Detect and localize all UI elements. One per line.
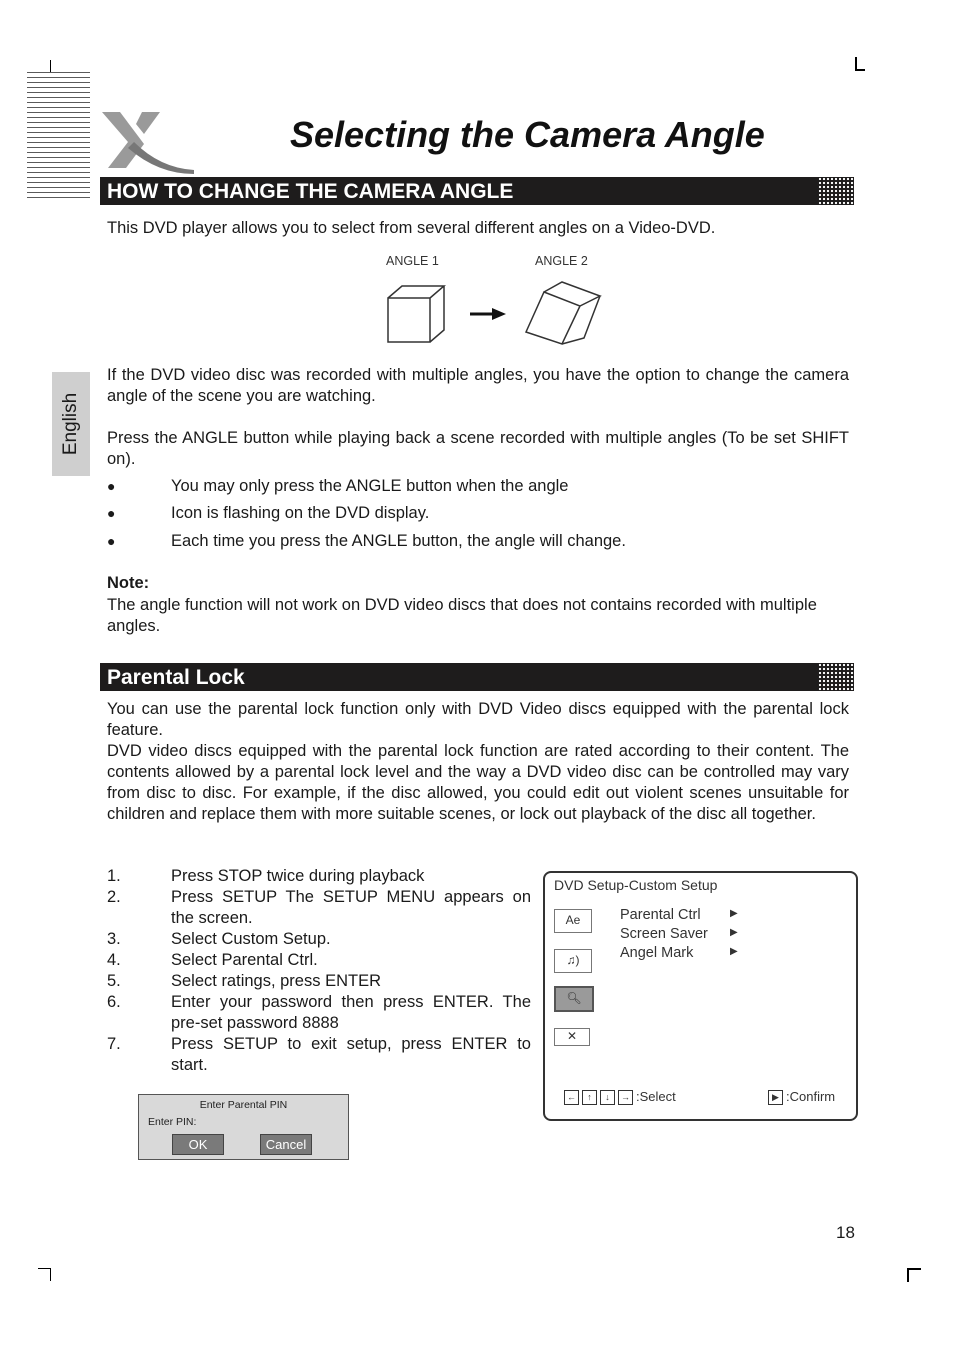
step-text: Select ratings, press ENTER [171, 972, 381, 990]
pin-dialog [138, 1094, 349, 1160]
osd-select-hint [564, 1089, 676, 1105]
section-heading-parental-lock [100, 663, 854, 691]
angle1-label: ANGLE 1 [386, 254, 439, 268]
arrow-up-icon: ↑ [582, 1090, 597, 1105]
exit-icon: ✕ [554, 1028, 590, 1046]
section-heading-camera-angle [100, 177, 854, 205]
pin-prompt: Enter PIN: [148, 1116, 197, 1128]
step-text: Select Custom Setup. [171, 930, 331, 948]
crop-mark-bottom-right [907, 1268, 921, 1282]
angle-diagram [380, 252, 610, 352]
angle-paragraph-1: If the DVD video disc was recorded with multiple angles, you have the option to change the camera angle of the scene you are watching. [107, 366, 849, 405]
header-stripes [27, 72, 90, 200]
bullet-dot-icon: ● [107, 505, 116, 521]
play-icon: ▶ [768, 1090, 783, 1105]
step-text: Press STOP twice during playback [171, 867, 425, 885]
heading-dots-decoration [818, 177, 854, 205]
pin-dialog-title: Enter Parental PIN [199, 1099, 288, 1111]
triangle-right-icon: ▶ [730, 946, 738, 957]
angle-paragraph-2: Press the ANGLE button while playing back a scene recorded with multiple angles (To be set SHIFT on). [107, 429, 849, 468]
step-number: 4. [107, 951, 121, 969]
osd-select-label: :Select [636, 1089, 676, 1104]
step-text: Enter your password then press ENTER. The pre-set password 8888 [171, 993, 531, 1032]
note-label: Note: [107, 574, 150, 592]
parental-paragraph-1: You can use the parental lock function only with DVD Video discs equipped with the parental lock feature. [107, 700, 849, 739]
bullet-dot-icon: ● [107, 533, 116, 549]
osd-setup-screen [543, 871, 858, 1121]
custom-icon: 🔍︎ [554, 986, 594, 1012]
osd-menu-label: Parental Ctrl [620, 907, 701, 923]
step-number: 7. [107, 1035, 121, 1053]
step-number: 6. [107, 993, 121, 1011]
osd-menu-item[interactable] [620, 926, 738, 942]
osd-confirm-label: :Confirm [786, 1089, 836, 1104]
step-number: 2. [107, 888, 121, 906]
osd-menu-item[interactable] [620, 907, 738, 923]
step-text: Press SETUP The SETUP MENU appears on the screen. [171, 888, 531, 927]
audio-icon: ♫) [554, 949, 592, 973]
section-heading-label: HOW TO CHANGE THE CAMERA ANGLE [107, 180, 514, 203]
parental-paragraph-2: DVD video discs equipped with the parental lock function are rated according to their content. The contents allowed by a parental lock level and the way a DVD video disc can be controlled may vary from disc to disc. For example, if the disc allowed, you could edit out violent scenes unsuitable for children and replace them with more suitable scenes, or lock out playback of the disc all together. [107, 742, 849, 823]
bullet-text: You may only press the ANGLE button when the angle [171, 477, 569, 495]
osd-confirm-hint [768, 1089, 835, 1105]
page-title: Selecting the Camera Angle [290, 114, 765, 155]
step-number: 3. [107, 930, 121, 948]
arrow-left-icon: ← [564, 1090, 579, 1105]
subtitle-icon: Ae [554, 909, 592, 933]
osd-title: DVD Setup-Custom Setup [554, 877, 718, 893]
intro-paragraph: This DVD player allows you to select from several different angles on a Video-DVD. [107, 219, 716, 237]
step-number: 1. [107, 867, 121, 885]
step-text: Press SETUP to exit setup, press ENTER to start. [171, 1035, 531, 1074]
angle2-cube-icon [522, 280, 604, 348]
page-number: 18 [836, 1223, 855, 1242]
bullet-dot-icon: ● [107, 478, 116, 494]
bullet-text: Icon is flashing on the DVD display. [171, 504, 430, 522]
language-tab [52, 372, 90, 476]
angle2-label: ANGLE 2 [535, 254, 588, 268]
arrow-icon [468, 306, 508, 322]
triangle-right-icon: ▶ [730, 908, 738, 919]
language-tab-label: English [60, 392, 81, 456]
section-heading-label: Parental Lock [107, 666, 245, 689]
osd-menu-item[interactable] [620, 945, 738, 961]
arrow-right-icon: → [618, 1090, 633, 1105]
bullet-text: Each time you press the ANGLE button, the angle will change. [171, 532, 626, 550]
step-text: Select Parental Ctrl. [171, 951, 318, 969]
ok-button[interactable]: OK [172, 1134, 224, 1155]
triangle-right-icon: ▶ [730, 927, 738, 938]
step-number: 5. [107, 972, 121, 990]
osd-menu-label: Screen Saver [620, 926, 708, 942]
note-text: The angle function will not work on DVD video discs that does not contains recorded with multiple angles. [107, 596, 817, 635]
crop-mark-top-right [855, 57, 865, 71]
arrow-down-icon: ↓ [600, 1090, 615, 1105]
osd-menu-label: Angel Mark [620, 945, 694, 961]
crop-mark-bottom-left [38, 1268, 51, 1281]
angle1-cube-icon [384, 282, 446, 346]
heading-dots-decoration [818, 663, 854, 691]
cancel-button[interactable]: Cancel [260, 1134, 312, 1155]
brand-x-logo [98, 108, 198, 176]
